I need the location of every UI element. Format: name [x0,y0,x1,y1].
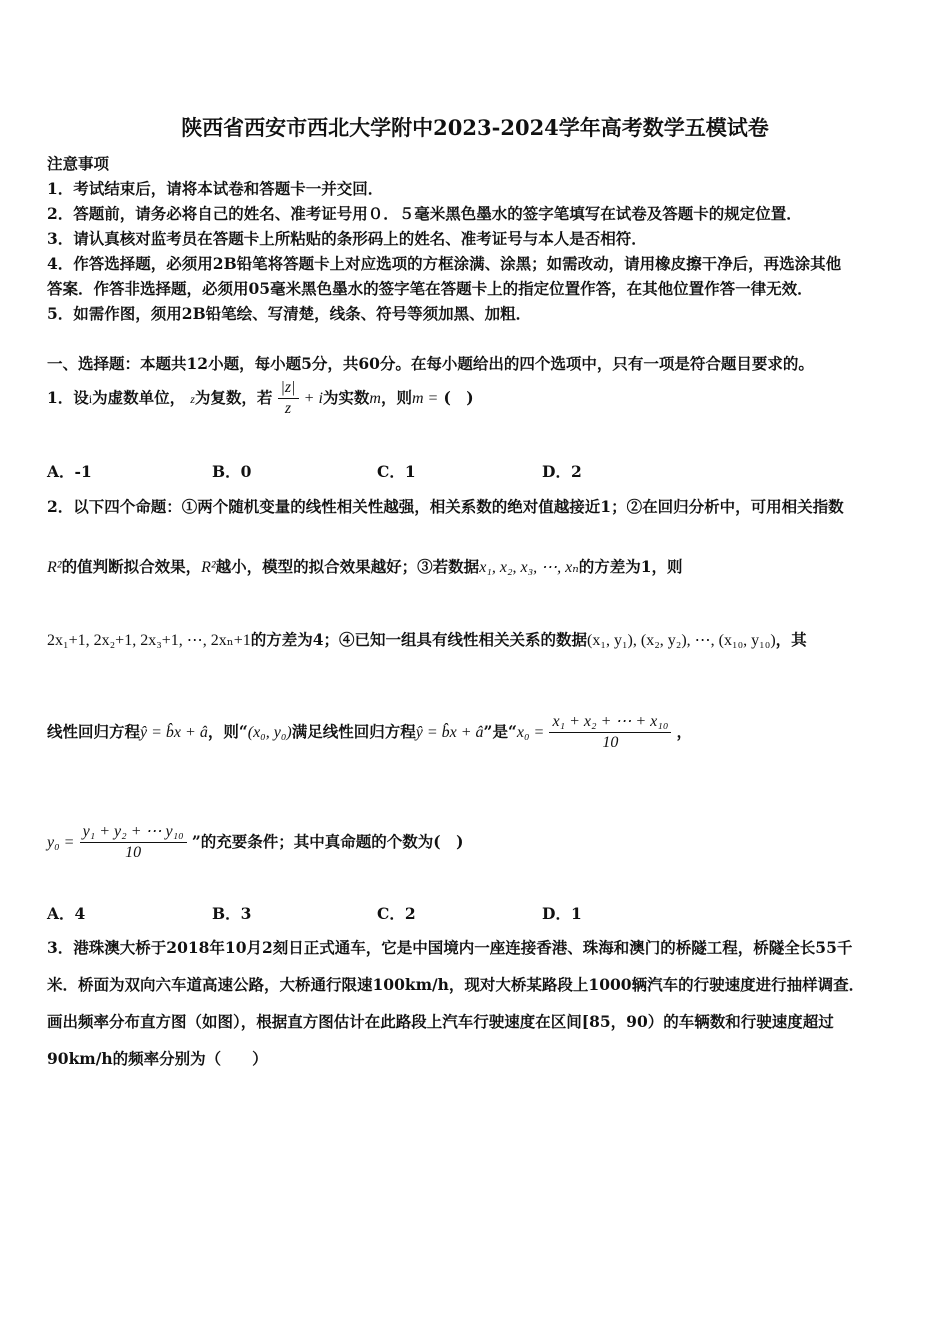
question-3-line: 米．桥面为双向六车道高速公路，大桥通行限速100km/h，现对大桥某路段上1000辆汽车的行驶速度进行抽样调查． [47,975,865,994]
option-b: B．0 [212,462,252,481]
notice-item: 答案．作答非选择题，必须用05毫米黑色墨水的签字笔在答题卡上的指定位置作答，在其他位置作答一律无效． [47,279,813,298]
question-2-line5: y₀ = $\frac{\text{y₁ + y₂ + ⋯ y₁₀}}{10}$ ”的充要条件；其中真命题的个数为( ) [47,823,464,861]
page-title: 陕西省西安市西北大学附中2023-2024学年高考数学五模试卷 [181,115,769,140]
fraction: $\frac{\text{y₁ + y₂ + ⋯ y₁₀}}{10}$ [80,822,187,863]
notice-item: 5．如需作图，须用2B铅笔绘、写清楚，线条、符号等须加黑、加粗． [47,304,532,323]
question-2-line1: 2．以下四个命题：①两个随机变量的线性相关性越强，相关系数的绝对值越接近1；②在回归分析中，可用相关指数 [47,497,844,516]
question-3-line: 3．港珠澳大桥于2018年10月2刻日正式通车，它是中国境内一座连接香港、珠海和澳门的桥隧工程，桥隧全长55千 [47,938,853,957]
option-c: C．2 [377,904,416,923]
question-3-line: 画出频率分布直方图（如图），根据直方图估计在此路段上汽车行驶速度在区间[85，90）的车辆数和行驶速度超过 [47,1012,834,1031]
fraction: $\frac{\text{x₁ + x₂ + ⋯ + x₁₀}}{10}$ [549,712,671,753]
notice-item: 4．作答选择题，必须用2B铅笔将答题卡上对应选项的方框涂满、涂黑；如需改动，请用橡皮擦干净后，再选涂其他 [47,254,842,273]
question-3-line: 90km/h的频率分别为（ ） [47,1049,268,1068]
option-c: C．1 [377,462,416,481]
notice-heading: 注意事项 [47,154,110,173]
section-heading: 一、选择题：本题共12小题，每小题5分，共60分。在每小题给出的四个选项中，只有一项是符合题目要求的。 [47,354,814,373]
option-d: D．1 [542,904,582,923]
question-1: 1．设i为虚数单位， z为复数，若 $\frac{|z|}{z}$ + i为实数m，则m = ( ) [47,379,474,417]
notice-item: 3．请认真核对监考员在答题卡上所粘贴的条形码上的姓名、准考证号与本人是否相符． [47,229,647,248]
option-d: D．2 [542,462,582,481]
notice-item: 1．考试结束后，请将本试卷和答题卡一并交回． [47,179,384,198]
question-2-line2: R²的值判断拟合效果，R²越小，模型的拟合效果越好；③若数据x₁, x₂, x₃, ⋯, xₙ的方差为1，则 [47,557,683,576]
notice-item: 2．答题前，请务必将自己的姓名、准考证号用０．５毫米黑色墨水的签字笔填写在试卷及答题卡的规定位置． [47,204,802,223]
question-2-line4: 线性回归方程ŷ = b̂x + â，则“(x₀, y₀)满足线性回归方程ŷ = b̂x + â”是“x₀ = $\frac{\text{x₁ + x₂ + ⋯ + x₁₀}}{10}$ ， [47,713,692,751]
option-a: A．-1 [47,462,92,481]
option-b: B．3 [212,904,252,923]
option-a: A．4 [47,904,86,923]
question-2-line3: 2x₁+1, 2x₂+1, 2x₃+1, ⋯, 2xₙ+1的方差为4；④已知一组具有线性相关关系的数据(x₁, y₁), (x₂, y₂), ⋯, (x₁₀, y₁₀)，其 [47,630,807,649]
fraction: $\frac{|z|}{z}$ [278,378,299,419]
